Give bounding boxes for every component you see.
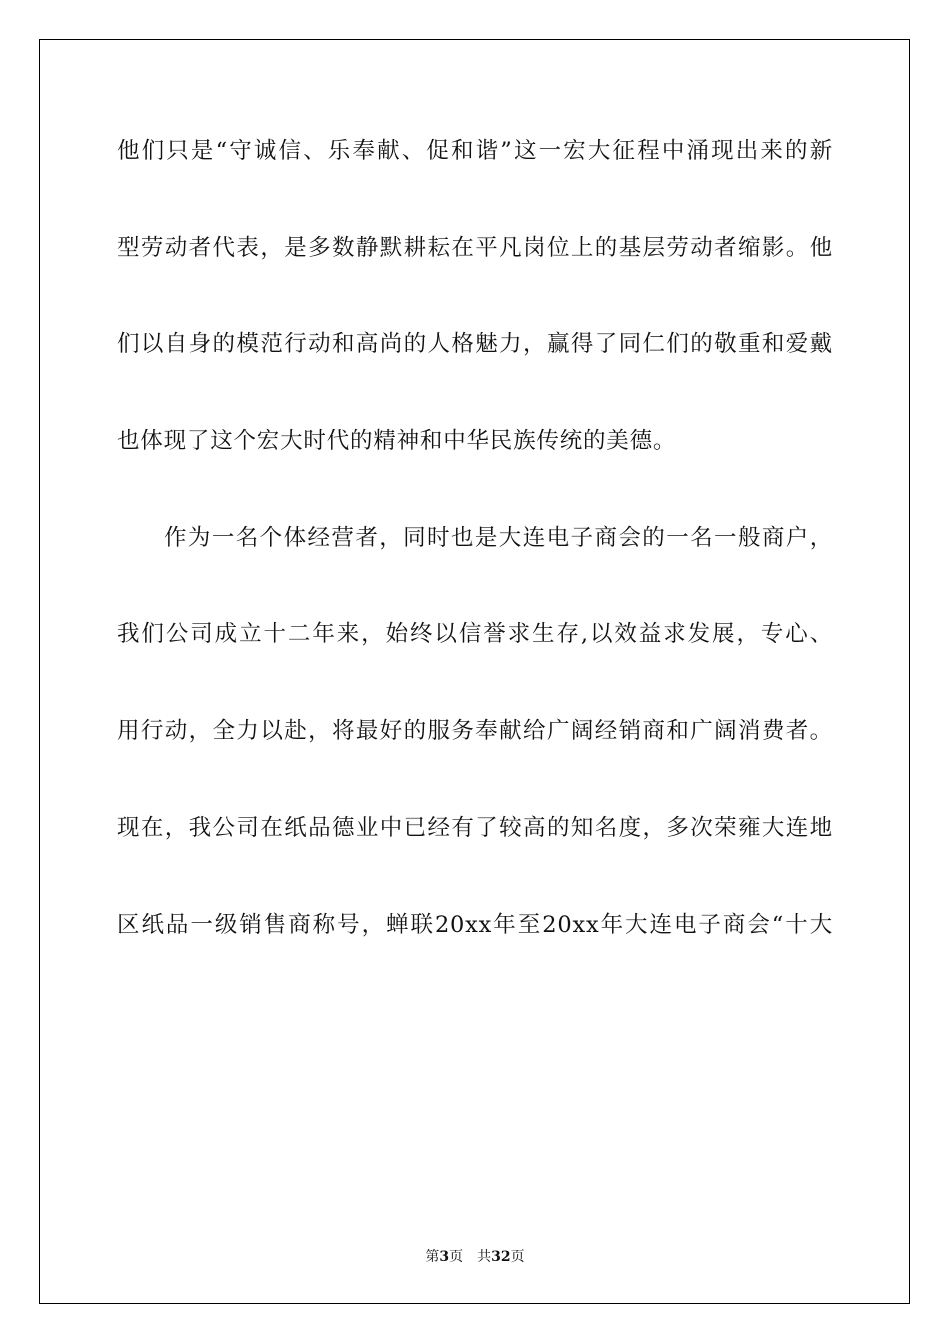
paragraph-line: 用行动，全力以赴，将最好的服务奉献给广阔经销商和广阔消费者。 [117, 718, 833, 745]
paragraph-line: 我们公司成立十二年来，始终以信誉求生存,以效益求发展，专心、 [117, 621, 833, 648]
paragraph-line: 型劳动者代表，是多数静默耕耘在平凡岗位上的基层劳动者缩影。他 [117, 234, 833, 261]
page-footer [0, 1248, 950, 1266]
total-suffix: 页 [510, 1249, 525, 1265]
paragraph-line: 作为一名个体经营者，同时也是大连电子商会的一名一般商户， [164, 524, 833, 551]
paragraph-line: 区纸品一级销售商称号，蝉联20xx年至20xx年大连电子商会“十大 [117, 911, 833, 938]
page-number: 3 [439, 1249, 450, 1265]
paragraph-line: 也体现了这个宏大时代的精神和中华民族传统的美德。 [117, 428, 677, 455]
document-body [117, 128, 833, 998]
total-pages: 32 [491, 1249, 511, 1265]
paragraph-line: 现在，我公司在纸品德业中已经有了较高的知名度，多次荣雍大连地 [117, 814, 833, 841]
page-suffix: 页 [449, 1249, 464, 1265]
page-prefix: 第 [425, 1249, 440, 1265]
total-prefix: 共 [477, 1249, 492, 1265]
paragraph-line: 们以自身的模范行动和高尚的人格魅力，赢得了同仁们的敬重和爱戴 [117, 331, 833, 358]
paragraph-line: 他们只是“守诚信、乐奉献、促和谐”这一宏大征程中涌现出来的新 [117, 138, 833, 164]
